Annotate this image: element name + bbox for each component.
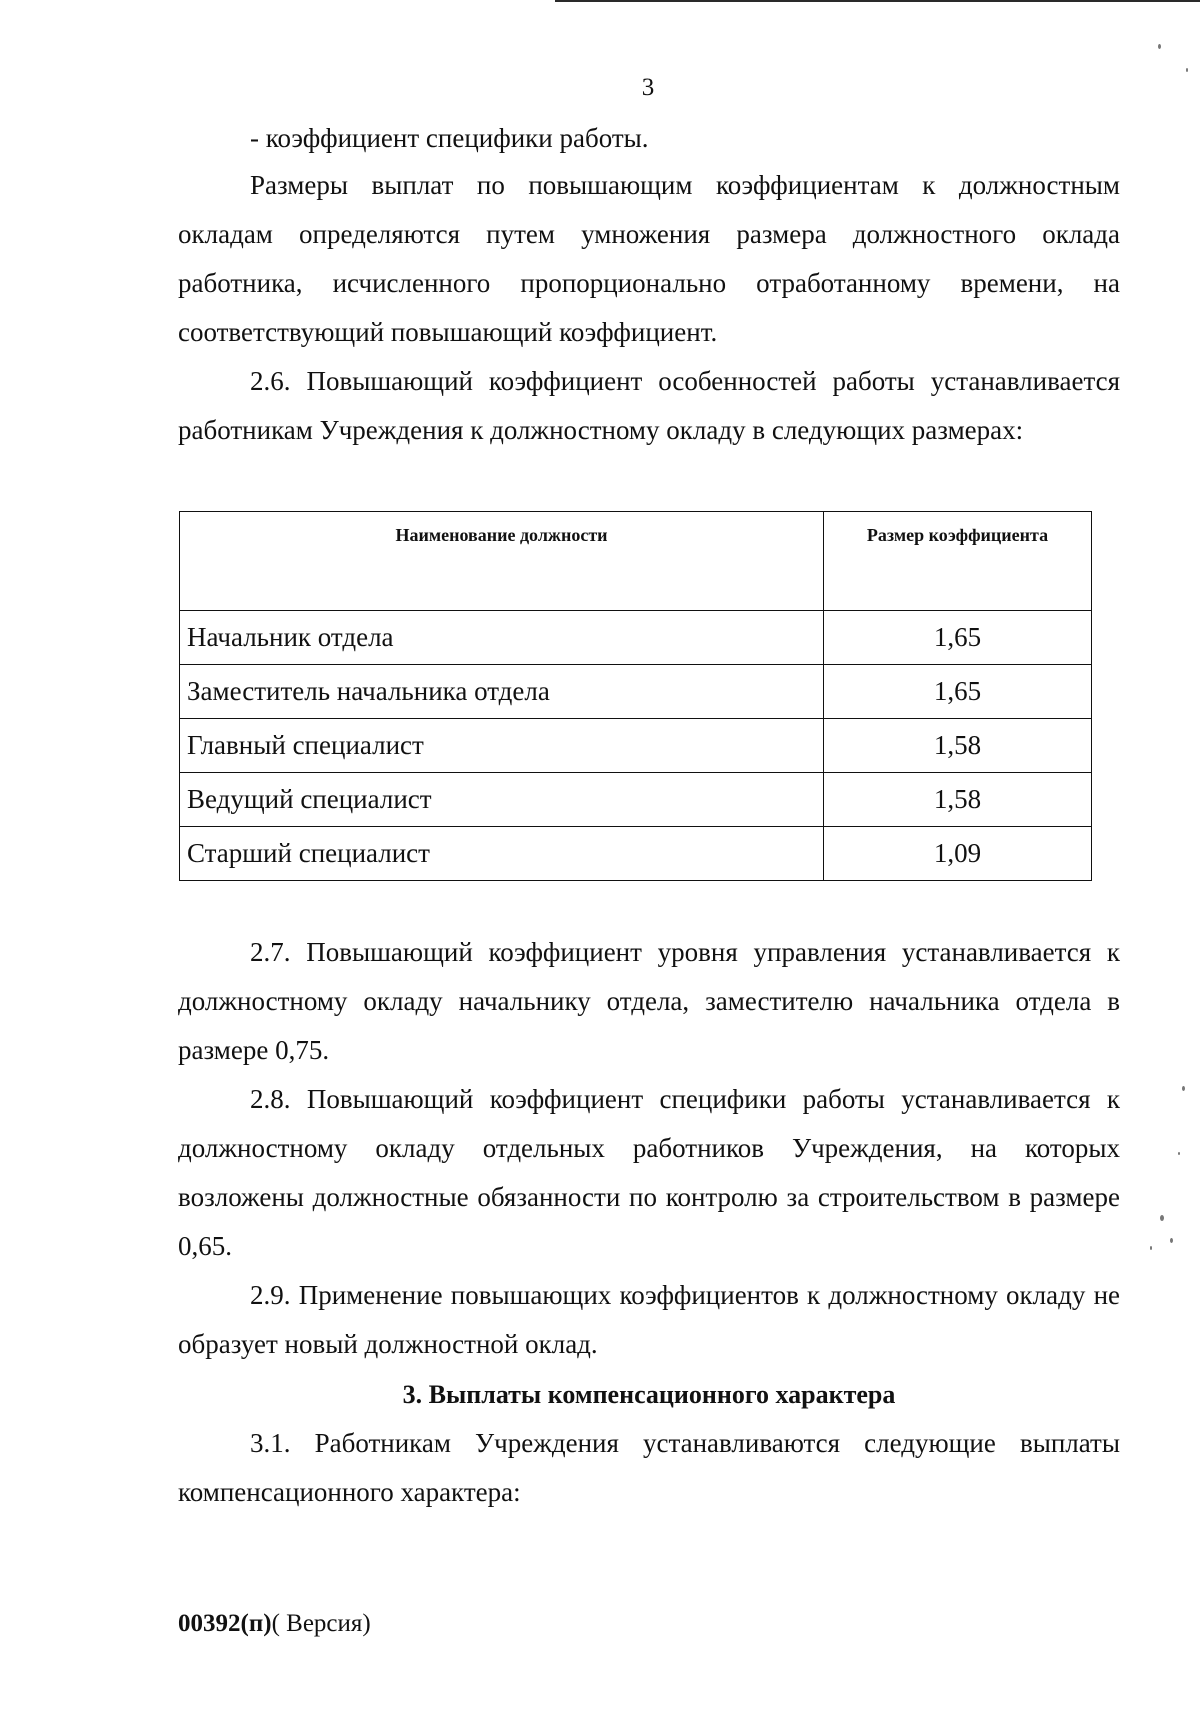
- scan-speck: [1160, 1215, 1164, 1221]
- paragraph-text: 2.9. Применение повышающих коэффициентов к должностному окладу не образует новый должностной оклад.: [178, 1280, 1120, 1359]
- cell-position: Заместитель начальника отдела: [180, 665, 824, 719]
- table-row: [180, 719, 1092, 773]
- table-row: [180, 665, 1092, 719]
- cell-position: Ведущий специалист: [180, 773, 824, 827]
- scan-speck: [1150, 1246, 1152, 1250]
- paragraph-payment-sizes: [178, 161, 1120, 357]
- document-footer: [178, 1610, 371, 1638]
- paragraph-3-1: [178, 1419, 1120, 1517]
- cell-position: Начальник отдела: [180, 611, 824, 665]
- scan-speck: [1170, 1238, 1173, 1243]
- cell-position: Старший специалист: [180, 827, 824, 881]
- page-number: 3: [641, 74, 655, 101]
- table-row: [180, 611, 1092, 665]
- cell-coefficient: 1,58: [824, 719, 1092, 773]
- cell-coefficient: 1,58: [824, 773, 1092, 827]
- paragraph-2-7: [178, 928, 1120, 1075]
- column-header-position: Наименование должности: [180, 512, 824, 611]
- cell-coefficient: 1,09: [824, 827, 1092, 881]
- section-heading: 3. Выплаты компенсационного характера: [402, 1380, 896, 1409]
- top-border-line: [555, 0, 1200, 2]
- paragraph-text: 2.8. Повышающий коэффициент специфики работы устанавливается к должностному окладу отдельных работников Учреждения, на которых возложены должностные обязанности по контролю за строительством в размере 0,65.: [178, 1084, 1120, 1261]
- cell-coefficient: 1,65: [824, 611, 1092, 665]
- table-row: [180, 827, 1092, 881]
- scan-speck: [1182, 1086, 1185, 1091]
- scan-speck: [1158, 44, 1161, 49]
- document-version: ( Версия): [271, 1610, 371, 1637]
- paragraph-2-8: [178, 1075, 1120, 1271]
- paragraph-text: 3.1. Работникам Учреждения устанавливаются следующие выплаты компенсационного характера:: [178, 1428, 1120, 1507]
- table-row: [180, 773, 1092, 827]
- paragraph-2-6: [178, 357, 1120, 455]
- document-code: 00392(п): [178, 1610, 272, 1637]
- scan-speck: [1186, 68, 1188, 72]
- paragraph-text: Размеры выплат по повышающим коэффициентам к должностным окладам определяются путем умножения размера должностного оклада работника, исчисленного пропорционально отработанному времени, на соответствующий повышающий коэффициент.: [178, 170, 1120, 347]
- scan-speck: [1178, 1152, 1180, 1155]
- paragraph-text: 2.7. Повышающий коэффициент уровня управления устанавливается к должностному окладу начальнику отдела, заместителю начальника отдела в размере 0,75.: [178, 937, 1120, 1065]
- paragraph-2-9: [178, 1271, 1120, 1369]
- coefficient-table: [179, 511, 1092, 881]
- paragraph-coefficient-item: [178, 114, 1120, 163]
- cell-coefficient: 1,65: [824, 665, 1092, 719]
- paragraph-text: 2.6. Повышающий коэффициент особенностей работы устанавливается работникам Учреждения к должностному окладу в следующих размерах:: [178, 366, 1120, 445]
- paragraph-text: - коэффициент специфики работы.: [250, 123, 649, 153]
- table-header-row: [180, 512, 1092, 611]
- column-header-coefficient: Размер коэффициента: [824, 512, 1092, 611]
- cell-position: Главный специалист: [180, 719, 824, 773]
